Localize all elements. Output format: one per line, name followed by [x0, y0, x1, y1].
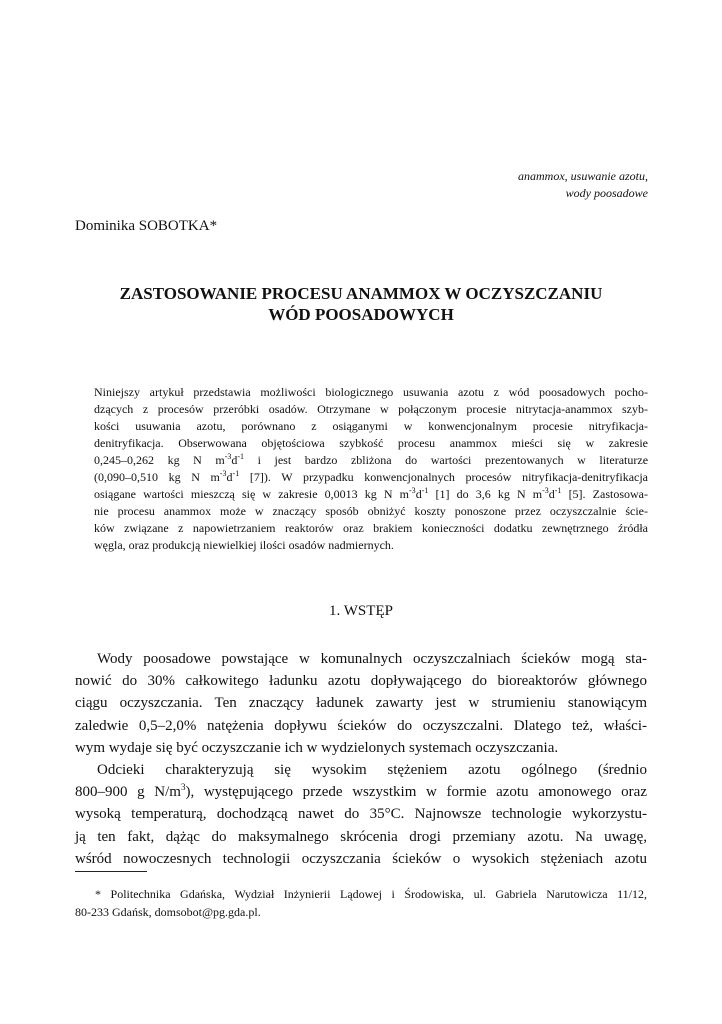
keywords-line-2: wody poosadowe	[565, 186, 648, 200]
body-text: 800–900 g N/m	[75, 784, 181, 801]
footnote	[75, 885, 647, 921]
footnote-rule	[75, 871, 147, 872]
abstract-line	[94, 452, 648, 469]
abstract-line: denitryfikacja. Obserwowana objętościowa szybkość procesu anammox mieści się w zakresie	[94, 436, 648, 450]
abstract-text: (0,090–0,510 kg N m	[94, 470, 220, 484]
exponent: -3	[224, 452, 232, 461]
unit-d: d	[415, 487, 422, 501]
unit-d: d	[548, 487, 555, 501]
body-line: zaledwie 0,5–2,0% natężenia dopływu ścieków do oczyszczalni. Dlatego też, właści-	[75, 717, 647, 734]
abstract	[94, 384, 648, 554]
section-heading: 1. WSTĘP	[329, 603, 393, 619]
abstract-text: [7]). W przypadku konwencjonalnych procesów nitryfikacja-denitryfikacja	[249, 470, 649, 484]
abstract-line: kości usuwania azotu, porównano z osiąganymi w konwencjonalnym procesie nitryfikacja-	[94, 419, 648, 433]
footnote-line-1: * Politechnika Gdańska, Wydział Inżynierii Lądowej i Środowiska, ul. Gabriela Narutowicza 11/12,	[95, 887, 647, 901]
abstract-line	[94, 469, 648, 486]
abstract-text: osiągane wartości mieszczą się w zakresie 0,0013 kg N m	[94, 487, 410, 501]
abstract-text: [1] do 3,6 kg N m	[435, 487, 543, 501]
body-line	[75, 781, 647, 803]
abstract-line: nie procesu anammox może w znaczący sposób obniżyć koszty ponoszone przez oczyszczalnie ście-	[94, 504, 648, 518]
body-text: ), występującego przede wszystkim w formie azotu amonowego oraz	[185, 784, 647, 801]
body-line: nowić do 30% całkowitego ładunku azotu dopływającego do bioreaktorów głównego	[75, 673, 647, 690]
abstract-text: [5]. Zastosowa-	[568, 487, 648, 501]
abstract-line	[94, 486, 648, 503]
abstract-line: Niniejszy artykuł przedstawia możliwości biologicznego usuwania azotu z wód poosadowych pocho-	[94, 385, 648, 399]
abstract-line: dzących z procesów przeróbki osadów. Otrzymane w połączonym procesie nitrytacja-anammox szyb-	[94, 402, 648, 416]
exponent: -3	[542, 486, 549, 495]
footnote-line-2: 80-233 Gdańsk, domsobot@pg.gda.pl.	[75, 905, 261, 919]
keywords-line-1: anammox, usuwanie azotu,	[518, 169, 648, 183]
abstract-line: ków związane z napowietrzaniem reaktorów oraz brakiem konieczności dodatku zewnętrznego źródła	[94, 521, 648, 535]
exponent: -1	[232, 469, 240, 478]
exponent: -1	[237, 452, 245, 461]
body-text	[75, 648, 647, 870]
exponent: 3	[180, 782, 186, 793]
exponent: -3	[219, 469, 227, 478]
body-line: wśród nowoczesnych technologii oczyszczania ścieków o wysokich stężeniach azotu	[75, 850, 647, 867]
paper-title	[75, 283, 647, 325]
body-line: wysoką temperaturą, dochodzącą nawet do 35°C. Najnowsze technologie wykorzystu-	[75, 806, 647, 823]
body-line: wym wydaje się być oczyszczanie ich w wydzielonych systemach oczyszczania.	[75, 739, 559, 756]
abstract-text: i jest bardzo zbliżona do wartości prezentowanych w literaturze	[257, 453, 649, 467]
body-line: Wody poosadowe powstające w komunalnych oczyszczalniach ścieków mogą sta-	[97, 651, 647, 667]
unit-d: d	[231, 453, 238, 467]
body-line: ją ten fakt, dążąc do maksymalnego skrócenia drogi przemiany azotu. Na uwagę,	[75, 828, 647, 845]
title-line-2: WÓD POOSADOWYCH	[268, 305, 454, 324]
body-line: Odcieki charakteryzują się wysokim stężeniem azotu ogólnego (średnio	[97, 761, 647, 778]
abstract-line: węgla, oraz produkcją niewielkiej ilości osadów nadmiernych.	[94, 538, 394, 552]
exponent: -1	[554, 486, 562, 495]
abstract-text: 0,245–0,262 kg N m	[94, 453, 225, 467]
exponent: -3	[409, 486, 416, 495]
exponent: -1	[421, 486, 429, 495]
unit-d: d	[226, 470, 233, 484]
body-line: ciągu oczyszczania. Ten znaczący ładunek zawarty jest w strumieniu stanowiącym	[75, 695, 647, 712]
title-line-1: ZASTOSOWANIE PROCESU ANAMMOX W OCZYSZCZANIU	[119, 284, 603, 303]
author: Dominika SOBOTKA*	[75, 218, 218, 234]
keywords	[518, 168, 648, 202]
